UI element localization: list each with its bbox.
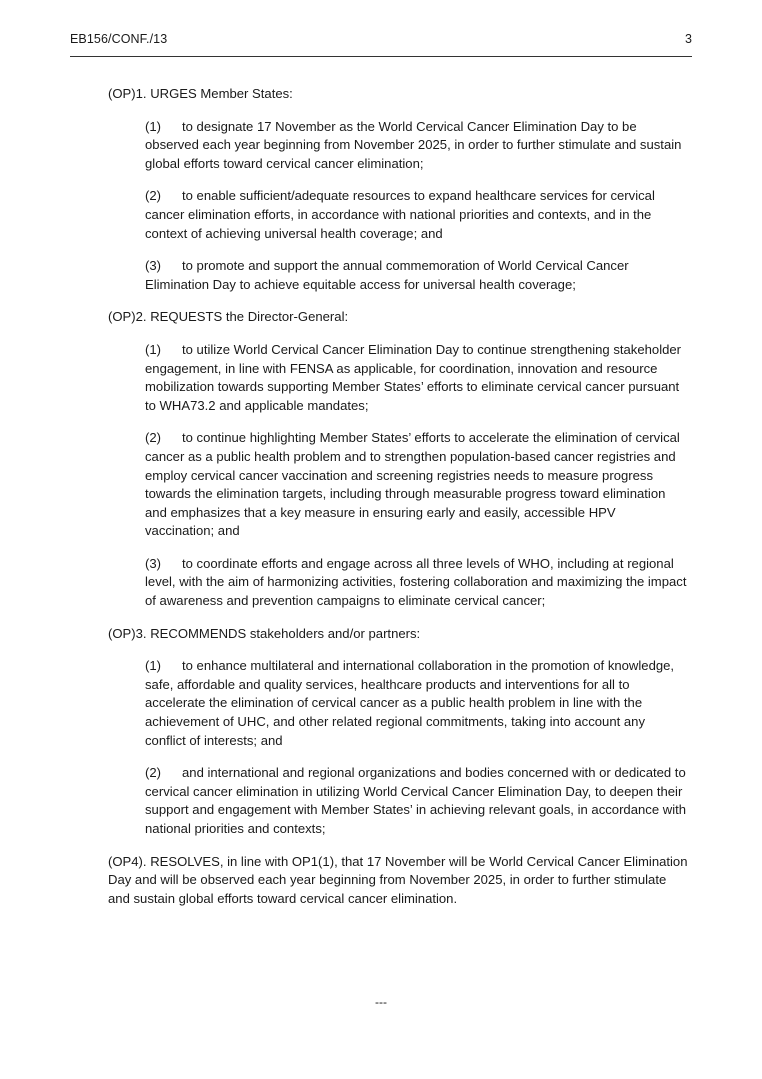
op3-item-1: [145, 657, 688, 750]
item-number: (3): [145, 258, 162, 274]
item-text: to designate 17 November as the World Cervical Cancer Elimination Day to be observed each year beginning from November 2025, in order to further stimulate and sustain global efforts toward cervical cancer elimination;: [145, 118, 682, 171]
op1-item-2: [145, 187, 688, 243]
item-number: (1): [145, 658, 162, 674]
op1-heading: (OP)1. URGES Member States:: [108, 86, 293, 101]
item-number: (1): [145, 118, 162, 134]
item-number: (2): [145, 430, 162, 446]
page-number: 3: [685, 32, 692, 46]
document-body: [108, 85, 688, 922]
page-header: [70, 30, 692, 57]
item-number: (2): [145, 765, 162, 781]
op4-paragraph: (OP4). RESOLVES, in line with OP1(1), that 17 November will be World Cervical Cancer Elimination Day and will be observed each year beginning from November 2025, in order to further stimulate and sustain global efforts toward cervical cancer elimination.: [108, 853, 688, 906]
op1-item-1: [145, 118, 688, 174]
item-text: to utilize World Cervical Cancer Elimination Day to continue strengthening stakeholder engagement, in line with FENSA as applicable, for coordination, innovation and resource mobilization towards supporting Member States’ efforts to eliminate cervical cancer pursuant to WHA73.2 and applicable mandates;: [145, 341, 682, 413]
item-number: (3): [145, 555, 162, 571]
op1-item-3: [145, 257, 688, 294]
document-symbol: EB156/CONF./13: [70, 32, 168, 46]
item-number: (1): [145, 341, 162, 357]
item-text: to promote and support the annual commemoration of World Cervical Cancer Elimination Day to achieve equitable access for universal health coverage;: [145, 258, 629, 292]
item-text: to enhance multilateral and international collaboration in the promotion of knowledge, safe, affordable and quality services, healthcare products and interventions for all to accelerate the elimination of cervical cancer as a public health problem in line with the achievement of UHC, and other related regional commitments, taking into account any conflict of interests; and: [145, 658, 675, 748]
op3-item-2: [145, 764, 688, 838]
end-of-document-mark: ---: [375, 995, 387, 1009]
op2-item-3: [145, 555, 688, 611]
item-number: (2): [145, 188, 162, 204]
item-text: and international and regional organizations and bodies concerned with or dedicated to cervical cancer elimination in utilizing World Cervical Cancer Elimination Day, to deepen their support and engagement with Member States’ in achieving relevant goals, in accordance with national priorities and contexts;: [145, 765, 687, 836]
op2-item-2: [145, 429, 688, 541]
item-text: to coordinate efforts and engage across all three levels of WHO, including at regional level, with the aim of harmonizing activities, fostering collaboration and maximizing the impact of awareness and prevention campaigns to eliminate cervical cancer;: [145, 555, 687, 609]
item-text: to enable sufficient/adequate resources to expand healthcare services for cervical cancer elimination efforts, in accordance with national priorities and contexts, and in the context of achieving universal health coverage; and: [145, 188, 655, 241]
op2-heading: (OP)2. REQUESTS the Director-General:: [108, 309, 349, 325]
op3-heading: (OP)3. RECOMMENDS stakeholders and/or partners:: [108, 625, 421, 641]
op2-item-1: [145, 341, 688, 415]
item-text: to continue highlighting Member States’ efforts to accelerate the elimination of cervical cancer as a public health problem and to strengthen population-based cancer registries and employ cervical cancer vaccination and screening registries needs to measure progress towards the elimination targets, including through measurable progress toward elimination and emphasizes that a key measure in ensuring early and easily, accessible HPV vaccination; and: [145, 430, 680, 539]
